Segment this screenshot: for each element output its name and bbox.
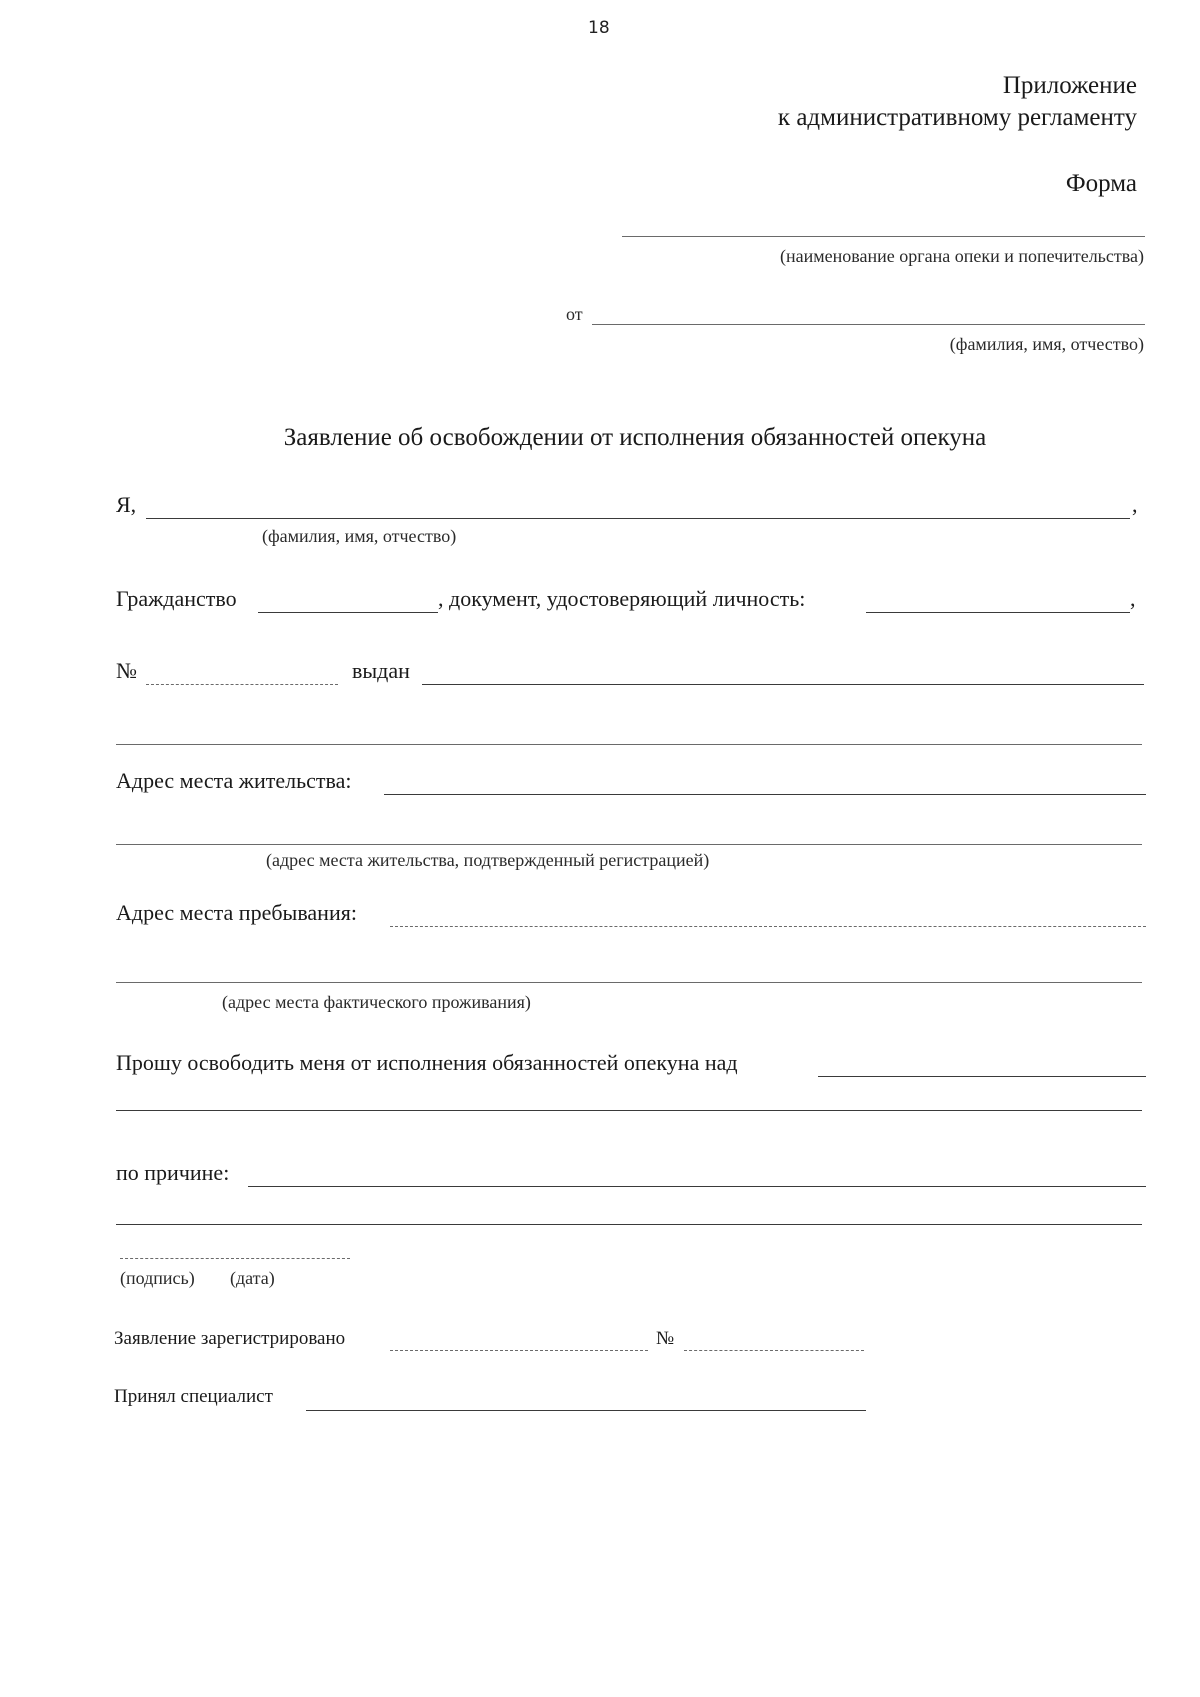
ward-line-2[interactable] (116, 1110, 1142, 1111)
citizenship-line[interactable] (258, 612, 438, 613)
reason-label: по причине: (116, 1160, 230, 1185)
fio-caption: (фамилия, имя, отчество) (262, 526, 457, 546)
residence-label: Адрес места жительства: (116, 768, 352, 793)
ya-comma: , (1132, 492, 1138, 517)
stay-caption: (адрес места фактического проживания) (222, 992, 531, 1012)
document-number-line[interactable] (146, 684, 338, 685)
reason-line-2[interactable] (116, 1224, 1142, 1225)
document-line[interactable] (866, 612, 1130, 613)
stay-line-2[interactable] (116, 982, 1142, 983)
appendix-title: Приложение (1002, 72, 1137, 99)
citizenship-label: Гражданство (116, 586, 237, 611)
ya-label: Я, (116, 492, 137, 517)
fio-line[interactable] (146, 518, 1130, 519)
reason-line[interactable] (248, 1186, 1146, 1187)
registration-date-line[interactable] (390, 1350, 648, 1351)
applicant-fio-caption: (фамилия, имя, отчество) (949, 334, 1144, 354)
registration-number-line[interactable] (684, 1350, 864, 1351)
document-comma: , (1130, 586, 1136, 611)
ward-line[interactable] (818, 1076, 1146, 1077)
specialist-line[interactable] (306, 1410, 866, 1411)
from-label: от (566, 304, 583, 324)
registered-label: Заявление зарегистрировано (114, 1328, 346, 1349)
form-label: Форма (1065, 170, 1137, 197)
residence-line-2[interactable] (116, 844, 1142, 845)
document-title: Заявление об освобождении от исполнения обязанностей опекуна (283, 424, 987, 451)
appendix-subtitle: к административному регламенту (777, 104, 1137, 131)
date-caption: (дата) (230, 1268, 275, 1288)
residence-line[interactable] (384, 794, 1146, 795)
organ-name-caption: (наименование органа опеки и попечительства) (779, 246, 1144, 266)
accepted-label: Принял специалист (114, 1386, 273, 1407)
applicant-fio-line[interactable] (592, 324, 1145, 325)
issued-by-line-2[interactable] (116, 744, 1142, 745)
issued-label: выдан (352, 658, 410, 683)
number-label: № (116, 658, 137, 683)
document-label: , документ, удостоверяющий личность: (438, 586, 806, 611)
stay-line[interactable] (390, 926, 1146, 927)
signature-date-line[interactable] (120, 1258, 350, 1259)
stay-label: Адрес места пребывания: (116, 900, 357, 925)
page-number: 18 (588, 18, 610, 38)
issued-by-line[interactable] (422, 684, 1144, 685)
request-text: Прошу освободить меня от исполнения обязанностей опекуна над (116, 1050, 738, 1075)
signature-caption: (подпись) (120, 1268, 195, 1288)
registration-number-label: № (656, 1328, 675, 1349)
organ-name-line[interactable] (622, 236, 1145, 237)
residence-caption: (адрес места жительства, подтвержденный регистрацией) (266, 850, 710, 870)
